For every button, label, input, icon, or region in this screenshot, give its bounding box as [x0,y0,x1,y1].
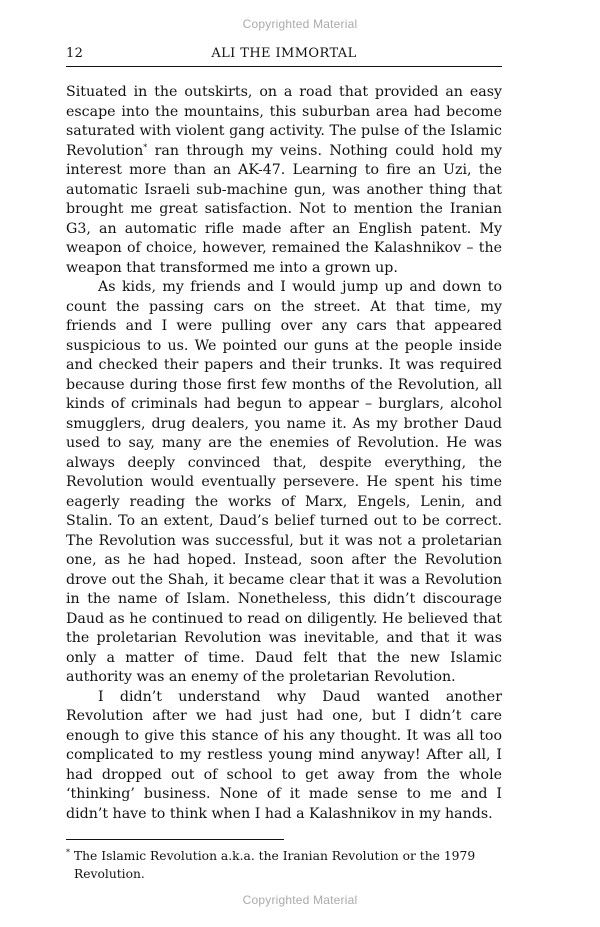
footnote [66,848,502,883]
paragraph-2: As kids, my friends and I would jump up and down to count the passing cars on the street. At that time, my friends and I were pulling over any cars that appeared suspicious to us. We pointed our guns at the people inside and checked their papers and their trunks. It was required because during those first few months of the Revolution, all kinds of criminals had begun to appear – burglars, alcohol smugglers, drug dealers, you name it. As my brother Daud used to say, many are the enemies of Revolution. He was always deeply convinced that, despite everything, the Revolution would eventually persevere. He spent his time eagerly reading the works of Marx, Engels, Lenin, and Stalin. To an extent, Daud’s belief turned out to be correct. The Revolution was successful, but it was not a proletarian one, as he had hoped. Instead, soon after the Revolution drove out the Shah, it became clear that it was a Revolution in the name of Islam. Nonetheless, this didn’t discourage Daud as he continued to read on diligently. He believed that the proletarian Revolution was inevitable, and that it was only a matter of time. Daud felt that the new Islamic authority was an enemy of the proletarian Revolution. [66,279,502,685]
page-number: 12 [66,46,84,61]
paragraph-1-text-a: Situated in the outskirts, on a road that provided an easy escape into the mountains, this suburban area had become saturated with violent gang activity. The pulse of the Islamic Revolution [66,84,502,159]
paragraph-3: I didn’t understand why Daud wanted another Revolution after we had just had one, but I didn’t care enough to give this stance of his any thought. It was all too complicated to my restless young mind anyway! After all, I had dropped out of school to get away from the whole ‘thinking’ business. None of it made sense to me and I didn’t have to think when I had a Kalashnikov in my hands. [66,688,502,822]
copyright-watermark-top: Copyrighted Material [242,17,358,31]
paragraph-1-text-b: ran through my veins. Nothing could hold my interest more than an AK-47. Learning to fire an Uzi, the automatic Israeli sub-machine gun, was another thing that brought me great satisfaction. Not to mention the Iranian G3, an automatic rifle made after an English patent. My weapon of choice, however, remained the Kalashnikov – the weapon that transformed me into a grown up. [66,142,502,276]
footnote-marker: * [66,848,70,857]
running-title: ALI THE IMMORTAL [211,46,357,61]
running-header [66,44,502,67]
footnote-line-2: Revolution. [74,866,145,881]
footnote-divider [66,839,284,840]
footnote-line-1 [66,848,502,866]
footnote-text-1: The Islamic Revolution a.k.a. the Iranian Revolution or the 1979 [73,849,476,863]
paragraph-1 [66,83,502,278]
footnote-reference-marker: * [143,142,148,152]
page-body [66,83,502,824]
copyright-watermark-bottom: Copyrighted Material [242,893,358,907]
